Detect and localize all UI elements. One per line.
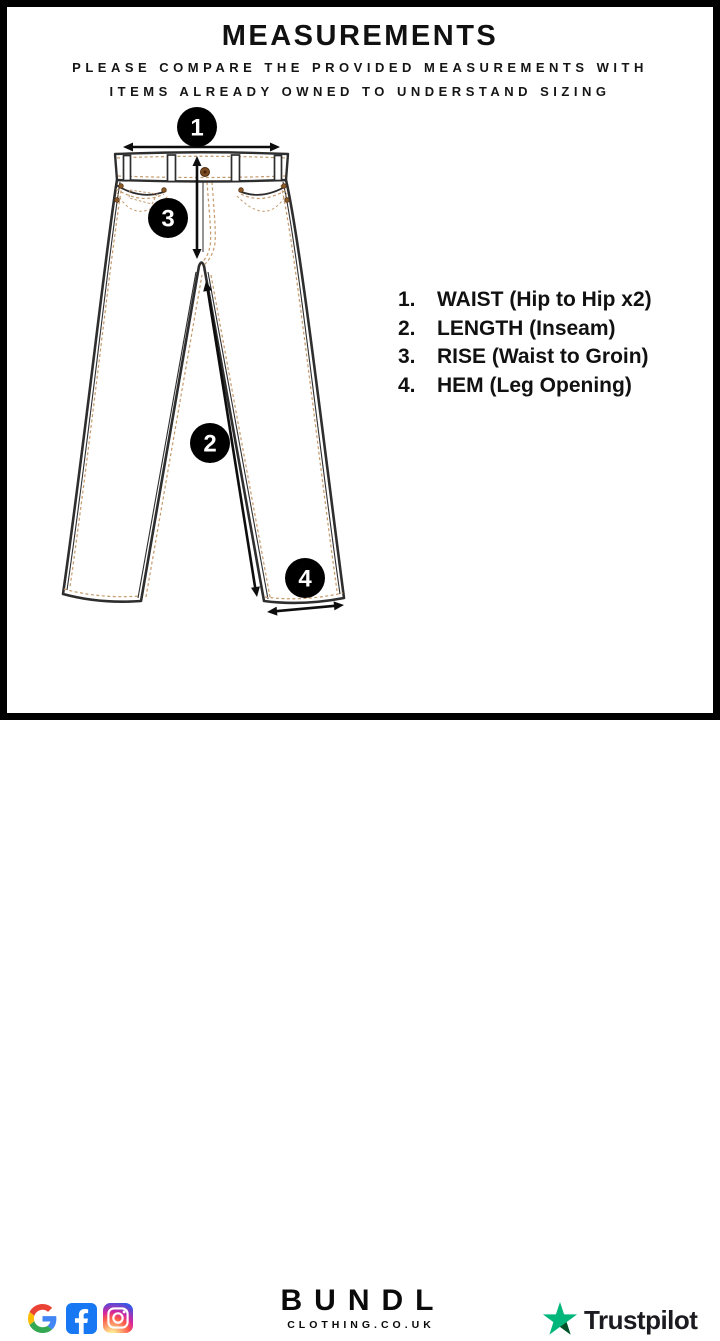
legend-item-number: 1. (398, 288, 416, 312)
measure-marker-4 (285, 558, 325, 598)
brand-domain: CLOTHING.CO.UK (287, 1319, 435, 1331)
legend-item-label: HEM (Leg Opening) (437, 373, 632, 397)
svg-text:1: 1 (190, 114, 204, 142)
facebook-icon (66, 1303, 97, 1334)
trustpilot-logo (541, 1299, 697, 1341)
trustpilot-wordmark: Trustpilot (584, 1304, 698, 1335)
trustpilot-star-icon (541, 1301, 579, 1339)
footer (0, 638, 720, 1335)
legend-item-rise (398, 343, 710, 372)
legend-item-hem (398, 372, 710, 401)
legend-item-number: 3. (398, 345, 416, 369)
legend-item-label: LENGTH (Inseam) (437, 316, 616, 340)
svg-text:4: 4 (298, 565, 312, 593)
svg-text:2: 2 (203, 430, 217, 458)
legend-item-number: 4. (398, 373, 416, 397)
page-title: MEASUREMENTS (221, 20, 499, 52)
legend-item-label: WAIST (Hip to Hip x2) (437, 288, 652, 312)
page-subtitle-line-2: ITEMS ALREADY OWNED TO UNDERSTAND SIZING (109, 83, 611, 99)
brand-name: BUNDL (280, 1284, 446, 1317)
legend-item-length (398, 315, 710, 344)
svg-text:3: 3 (161, 205, 175, 233)
instagram-icon (103, 1303, 133, 1333)
measurement-legend (398, 286, 710, 400)
legend-item-waist (398, 286, 710, 315)
google-icon (28, 1304, 57, 1333)
brand-logo (250, 1285, 470, 1331)
legend-item-number: 2. (398, 316, 416, 340)
measure-marker-2 (190, 423, 230, 463)
measure-marker-3 (148, 198, 188, 238)
jeans-drawing (63, 152, 344, 603)
legend-item-label: RISE (Waist to Groin) (437, 345, 649, 369)
page-subtitle-line-1: PLEASE COMPARE THE PROVIDED MEASUREMENTS WITH (72, 60, 648, 75)
jeans-measurement-diagram (40, 95, 360, 625)
measure-marker-1 (177, 107, 217, 147)
jeans-button (201, 168, 210, 177)
